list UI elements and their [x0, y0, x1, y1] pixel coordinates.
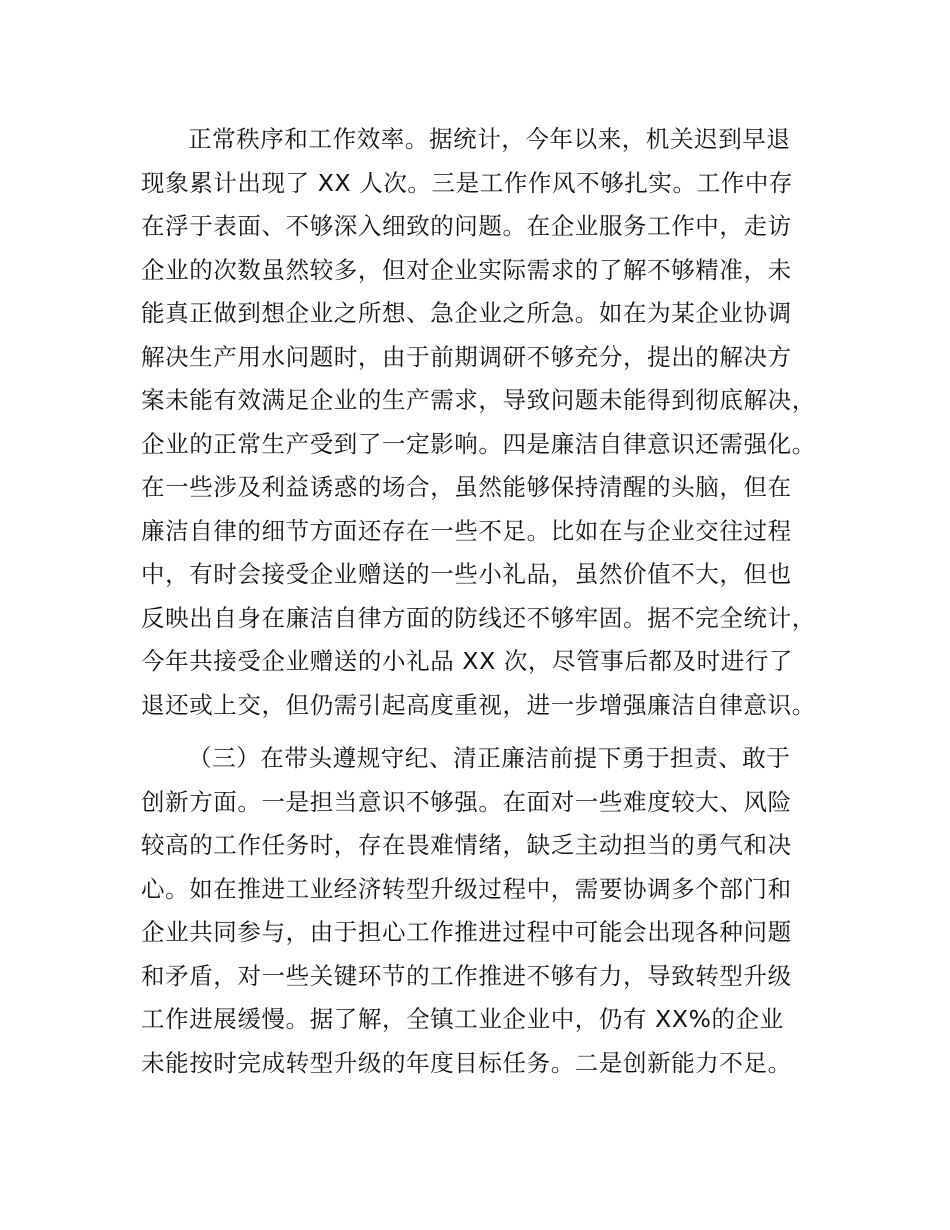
text-line-15: （三）在带头遵规守纪、清正廉洁前提下勇于担责、敢于: [188, 744, 791, 772]
text-line-5: 能真正做到想企业之所想、急企业之所急。如在为某企业协调: [141, 299, 792, 327]
text-line-8: 企业的正常生产受到了一定影响。四是廉洁自律意识还需强化。: [141, 430, 816, 458]
text-line-13: 今年共接受企业赠送的小礼品 XX 次，尽管事后都及时进行了: [141, 647, 794, 675]
text-line-22: 未能按时完成转型升级的年度目标任务。二是创新能力不足。: [141, 1049, 792, 1077]
text-line-12: 反映出自身在廉洁自律方面的防线还不够牢固。据不完全统计，: [141, 604, 816, 632]
text-line-3: 在浮于表面、不够深入细致的问题。在企业服务工作中，走访: [141, 212, 792, 240]
text-line-17: 较高的工作任务时，存在畏难情绪，缺乏主动担当的勇气和决: [141, 831, 792, 859]
text-line-10: 廉洁自律的细节方面还存在一些不足。比如在与企业交往过程: [141, 517, 792, 545]
text-line-7: 案未能有效满足企业的生产需求，导致问题未能得到彻底解决，: [141, 386, 816, 414]
text-line-2: 现象累计出现了 XX 人次。三是工作作风不够扎实。工作中存: [141, 169, 794, 197]
text-line-20: 和矛盾，对一些关键环节的工作推进不够有力，导致转型升级: [141, 962, 792, 990]
text-line-4: 企业的次数虽然较多，但对企业实际需求的了解不够精准，未: [141, 256, 792, 284]
text-line-21: 工作进展缓慢。据了解，全镇工业企业中，仍有 XX%的企业: [141, 1005, 784, 1033]
text-line-18: 心。如在推进工业经济转型升级过程中，需要协调多个部门和: [141, 875, 792, 903]
text-line-14: 退还或上交，但仍需引起高度重视，进一步增强廉洁自律意识。: [141, 691, 816, 719]
text-line-11: 中，有时会接受企业赠送的一些小礼品，虽然价值不大，但也: [141, 560, 792, 588]
text-line-1: 正常秩序和工作效率。据统计，今年以来，机关迟到早退: [188, 125, 791, 153]
text-line-6: 解决生产用水问题时，由于前期调研不够充分，提出的解决方: [141, 343, 792, 371]
text-line-16: 创新方面。一是担当意识不够强。在面对一些难度较大、风险: [141, 788, 792, 816]
text-line-19: 企业共同参与，由于担心工作推进过程中可能会出现各种问题: [141, 918, 792, 946]
text-line-9: 在一些涉及利益诱惑的场合，虽然能够保持清醒的头脑，但在: [141, 473, 792, 501]
